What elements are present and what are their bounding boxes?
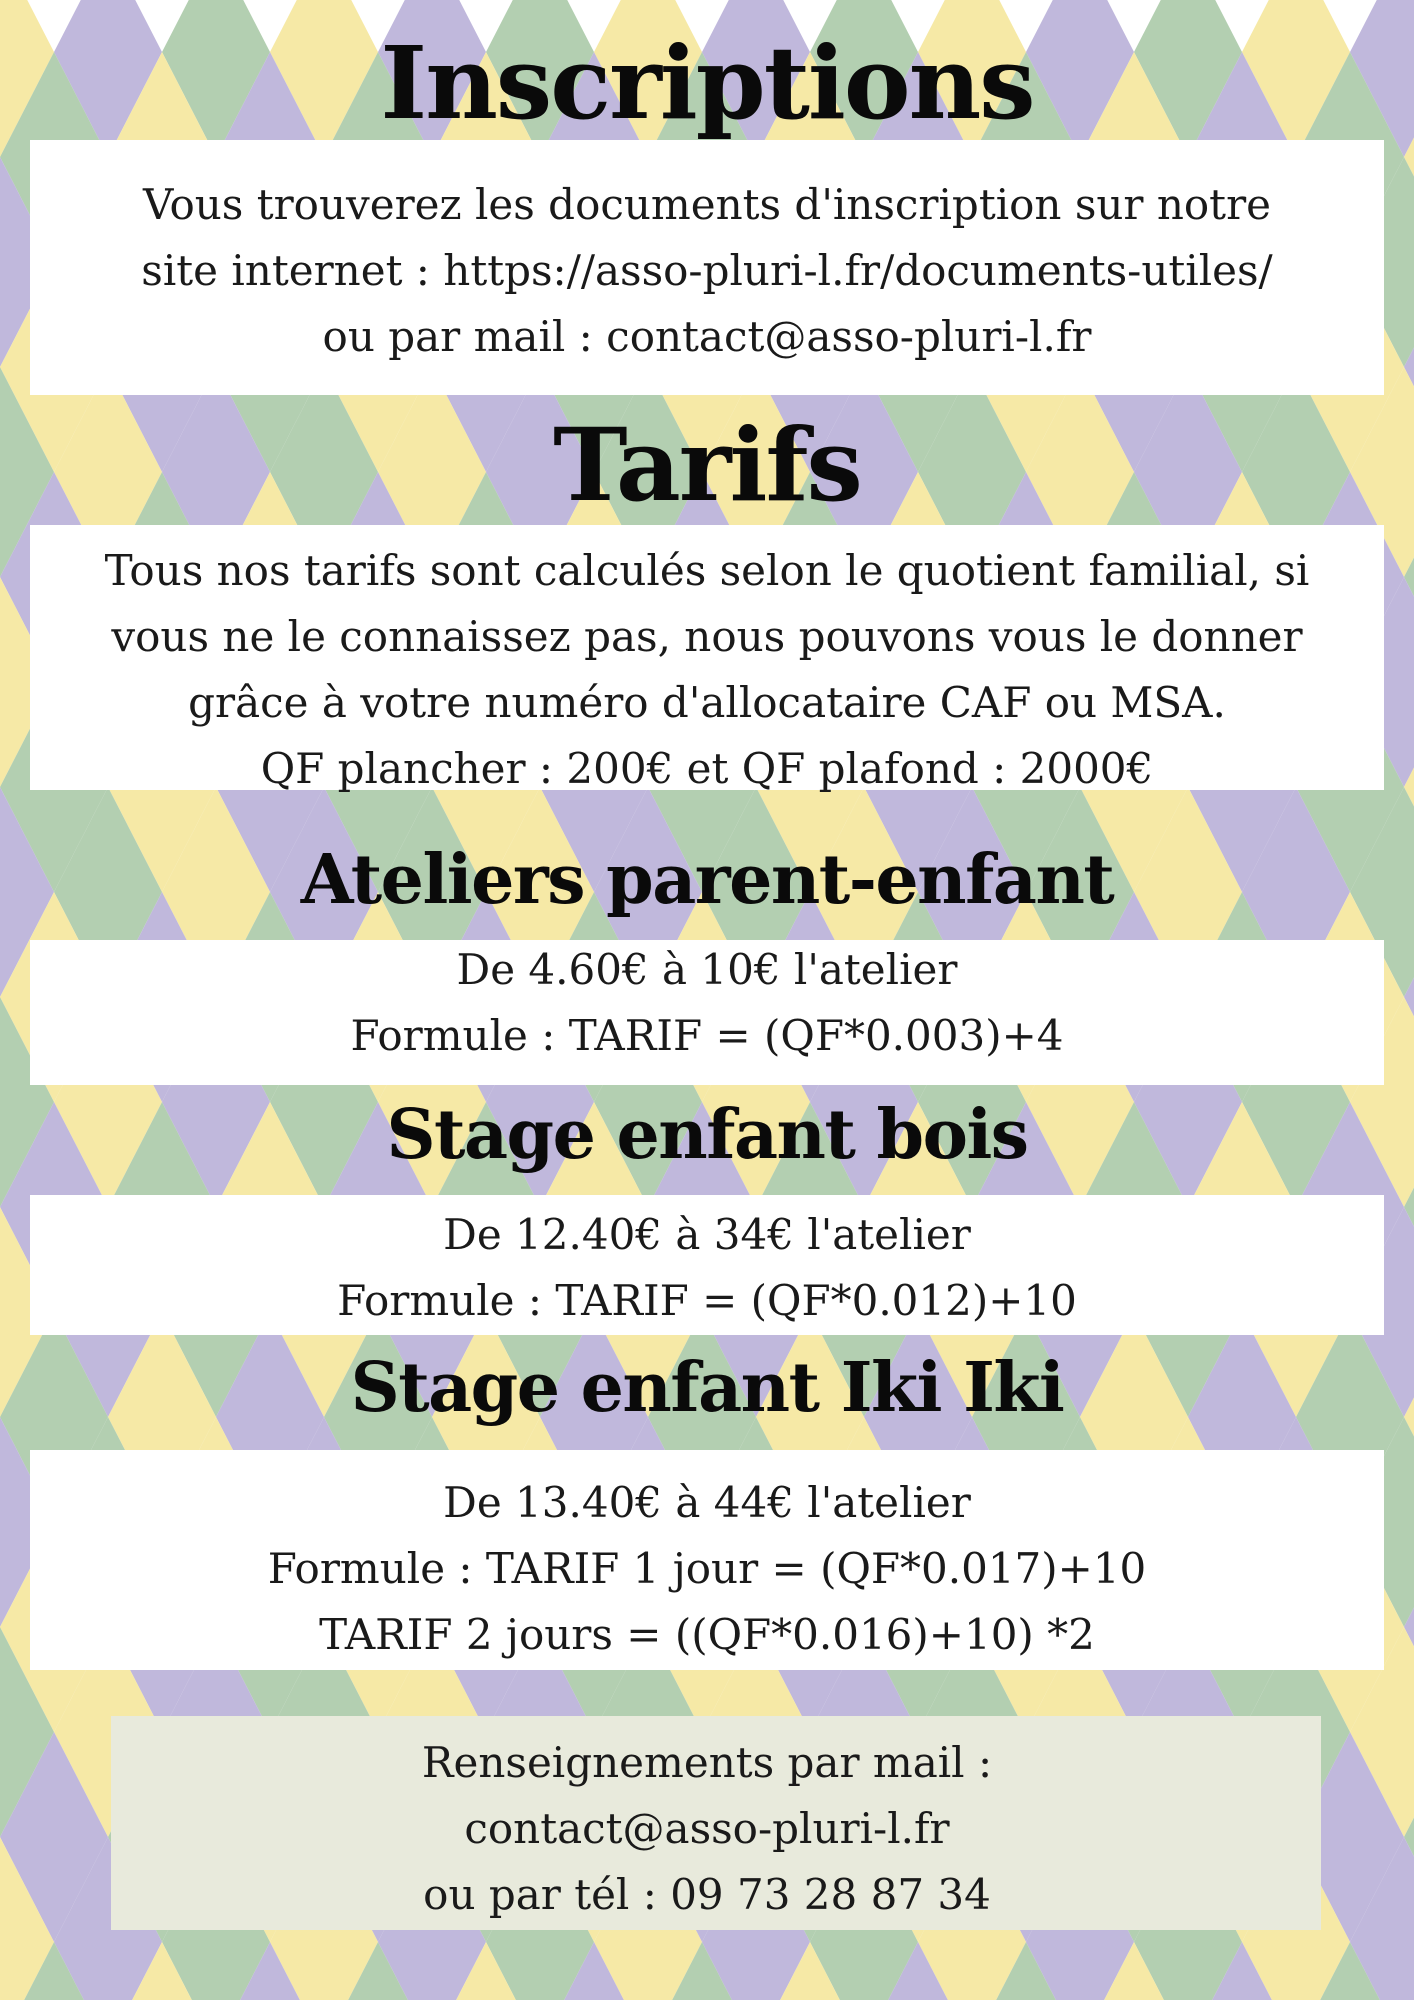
tarifs-line-1: Tous nos tarifs sont calculés selon le quotient familial, si [104,546,1310,595]
tarifs-line-3: grâce à votre numéro d'allocataire CAF ou MSA. [188,678,1226,727]
ateliers-title: Ateliers parent-enfant [300,840,1114,920]
tarifs-text [0,538,1414,802]
inscriptions-title: Inscriptions [380,24,1034,142]
bois-title: Stage enfant bois [386,1095,1028,1175]
bois-text [0,1202,1414,1334]
iki-text [0,1470,1414,1668]
iki-price: De 13.40€ à 44€ l'atelier [443,1478,971,1527]
ateliers-formula: Formule : TARIF = (QF*0.003)+4 [350,1011,1064,1060]
ateliers-text [0,937,1414,1069]
tarifs-line-4: QF plancher : 200€ et QF plafond : 2000€ [260,744,1154,793]
contact-email[interactable]: contact@asso-pluri-l.fr [464,1804,950,1853]
iki-title: Stage enfant Iki Iki [350,1348,1064,1428]
bois-formula: Formule : TARIF = (QF*0.012)+10 [337,1276,1077,1325]
tarifs-title: Tarifs [553,406,861,524]
tarifs-line-2: vous ne le connaissez pas, nous pouvons vous le donner [111,612,1303,661]
ateliers-price: De 4.60€ à 10€ l'atelier [456,945,958,994]
inscriptions-line-1: Vous trouverez les documents d'inscription sur notre [142,180,1271,229]
inscriptions-line-3: ou par mail : contact@asso-pluri-l.fr [322,312,1092,361]
contact-line-1: Renseignements par mail : [421,1738,993,1787]
bois-price: De 12.40€ à 34€ l'atelier [443,1210,971,1259]
inscriptions-line-2: site internet : https://asso-pluri-l.fr/documents-utiles/ [141,246,1273,295]
contact-phone[interactable]: ou par tél : 09 73 28 87 34 [423,1870,991,1919]
contact-text [0,1730,1414,1928]
inscriptions-text [0,172,1414,370]
iki-formula-2: TARIF 2 jours = ((QF*0.016)+10) *2 [319,1610,1095,1659]
iki-formula-1: Formule : TARIF 1 jour = (QF*0.017)+10 [267,1544,1147,1593]
